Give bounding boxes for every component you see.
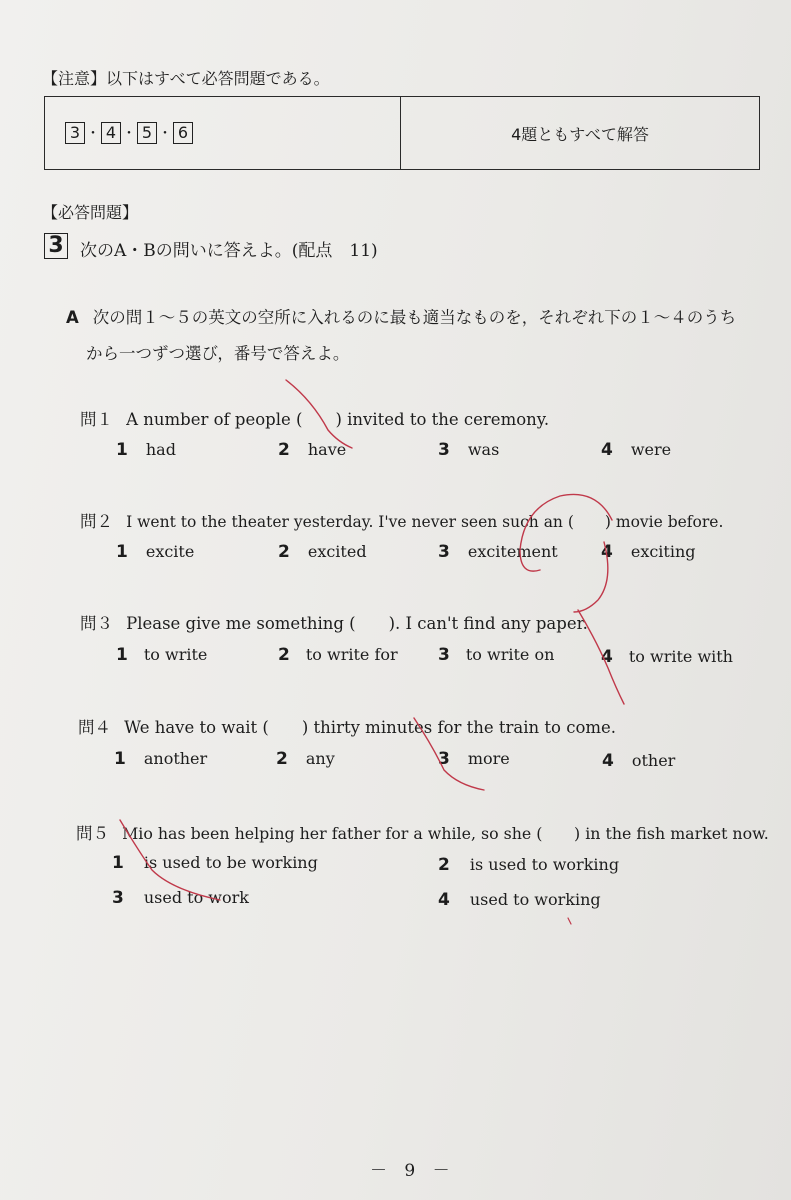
option-number: 3 [438,542,450,562]
part-a-label: A [66,308,79,327]
option-number: 1 [116,542,128,562]
option-text: used to working [469,890,601,909]
section-title: 【必答問題】 [42,203,139,222]
option-text: to write for [305,645,398,664]
option-number: 4 [601,647,613,667]
notice-heading: 【注意】以下はすべて必答問題である。 [42,69,330,88]
question-text: I went to the theater yesterday. I've never seen such an ( ) movie before. [126,513,724,531]
option-number: 2 [278,440,290,460]
option-number: 2 [438,855,450,875]
option-text: were [630,440,672,459]
question-label: 問１ [80,410,113,429]
option-number: 1 [114,749,126,769]
option-text: to write on [465,645,555,664]
check-mark-q5 [120,820,220,900]
tick-mark [568,918,571,924]
option-number: 3 [438,440,450,460]
option-number: 1 [112,853,124,873]
circle-mark-q2 [520,494,612,571]
question-text: Please give me something ( ). I can't find any paper. [126,614,588,633]
option-number: 4 [438,890,450,910]
option-text: used to work [143,888,249,907]
question-text: We have to wait ( ) thirty minutes for the train to come. [124,718,617,737]
check-mark-q2 [574,542,608,612]
part-a-instruction-text: 次の問１～５の英文の空所に入れるのに最も適当なものを，それぞれ下の１～４のうち [92,308,737,327]
option-number: 4 [601,542,613,562]
option-text: had [145,440,176,459]
option-text: more [467,749,510,768]
check-mark-q3 [578,610,624,704]
part-a-instruction-line2: から一つずつ選び，番号で答えよ。 [86,344,350,363]
option-text: was [467,440,500,459]
problem-heading: 次のA・Bの問いに答えよ。(配点 11) [80,241,378,261]
option-number: 3 [112,888,124,908]
option-number: 3 [438,749,450,769]
option-text: another [143,749,208,768]
option-number: 2 [278,645,290,665]
option-number: 4 [602,751,614,771]
check-mark-q1 [286,380,352,448]
problem-box-5: 5 [137,122,157,144]
option-text: exciting [630,542,696,561]
option-number: 3 [438,645,450,665]
question-label: 問３ [80,614,113,633]
separator: ・ [86,126,100,142]
question-text: Mio has been helping her father for a while, so she ( ) in the fish market now. [122,824,769,843]
separator: ・ [158,126,172,142]
option-number: 2 [278,542,290,562]
option-text: excited [307,542,367,561]
option-text: to write [143,645,208,664]
option-number: 4 [601,440,613,460]
option-text: excitement [467,542,558,561]
problem-number-box: 3 [44,233,68,259]
option-text: other [631,751,676,770]
option-number: 2 [276,749,288,769]
question-label: 問４ [78,718,111,737]
option-text: to write with [628,647,733,666]
answer-instruction: 4題ともすべて解答 [511,124,649,144]
option-text: excite [145,542,195,561]
option-text: is used to be working [143,853,318,872]
question-label: 問２ [80,512,113,531]
problem-box-4: 4 [101,122,121,144]
option-number: 1 [116,440,128,460]
question-label: 問５ [76,824,109,843]
option-text: have [307,440,347,459]
question-text: A number of people ( ) invited to the ceremony. [126,410,550,429]
problem-box-3: 3 [65,122,85,144]
check-mark-q4 [414,718,484,790]
problem-box-6: 6 [173,122,193,144]
option-text: is used to working [469,855,620,874]
option-text: any [305,749,335,768]
page-number: － 9 － [370,1161,456,1181]
option-number: 1 [116,645,128,665]
separator: ・ [122,126,136,142]
